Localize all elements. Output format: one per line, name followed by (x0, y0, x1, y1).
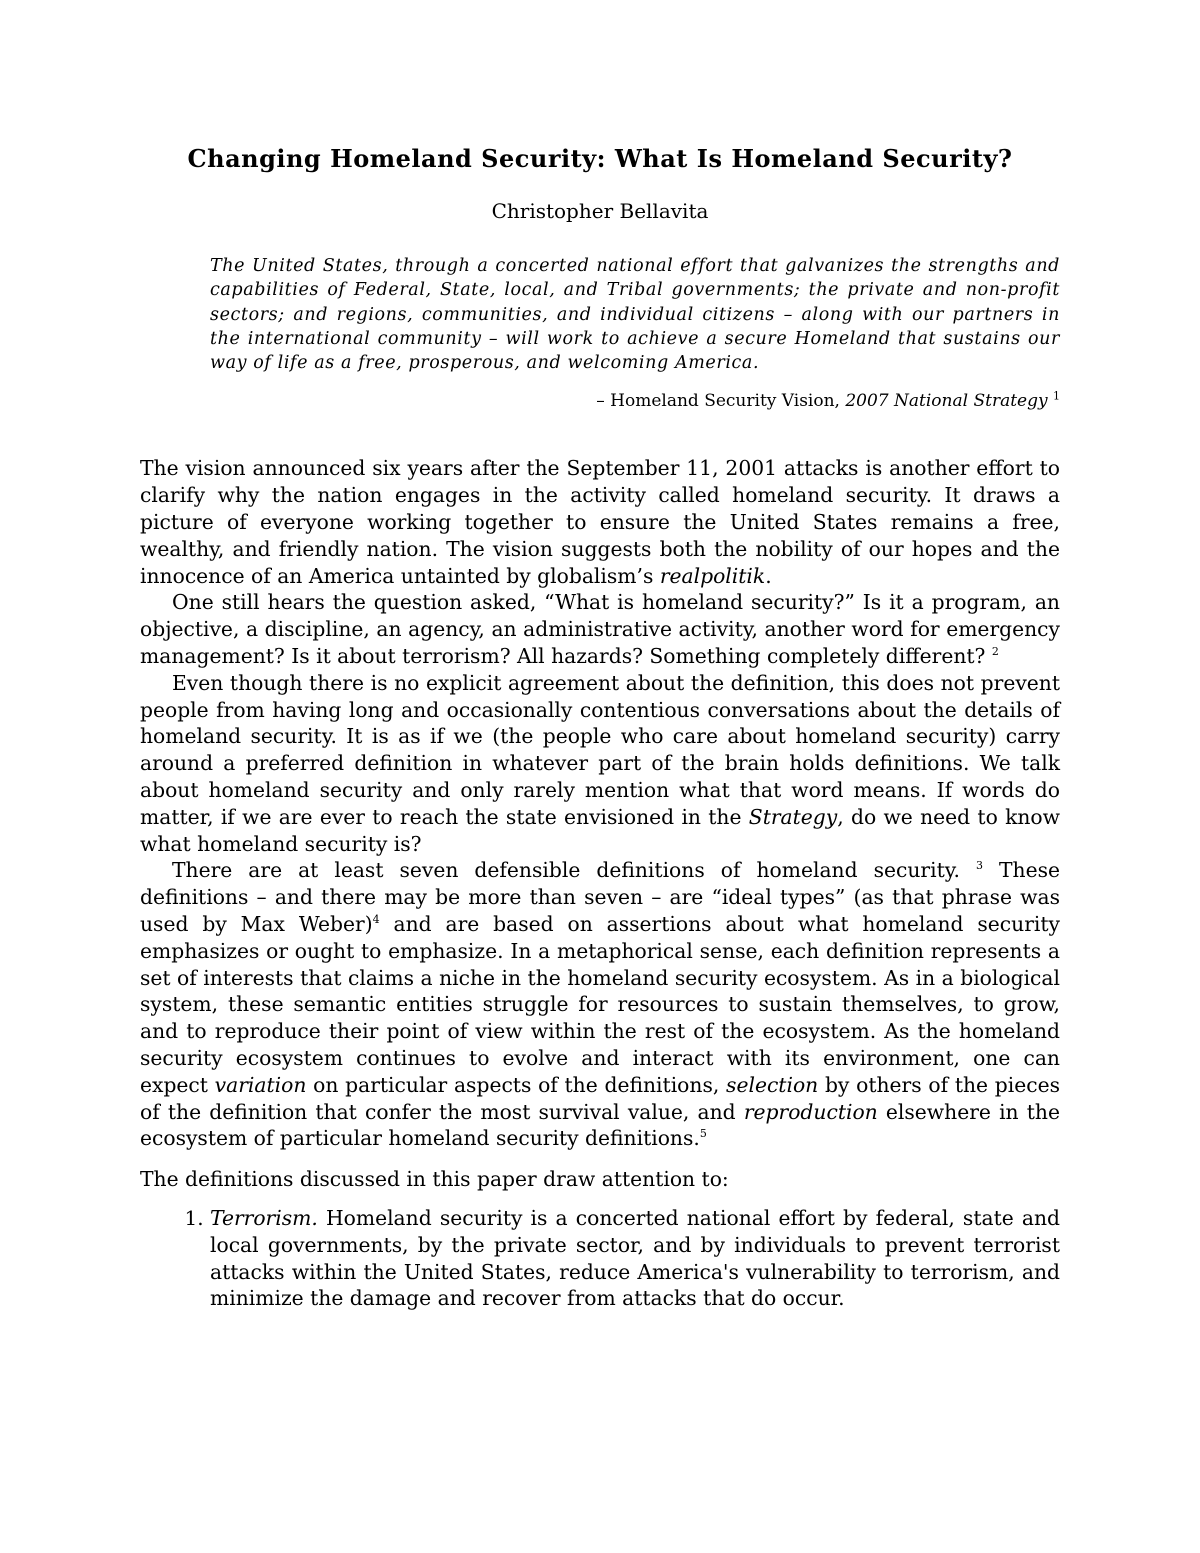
paragraph-4-text-f: elsewhere in the ecosystem of particular homeland security definitions. (140, 1099, 1060, 1151)
footnote-ref-5[interactable]: 5 (699, 1127, 707, 1141)
paragraph-2-text: One still hears the question asked, “What is homeland security?” Is it a program, an objective, a discipline, an agency, an administrative activity, another word for emergency management? Is it about terrorism? All hazards? Something completely different? (140, 590, 1060, 669)
paragraph-1-end: . (765, 563, 772, 588)
realpolitik-term: realpolitik (659, 563, 766, 588)
paragraph-3-text-a: Even though there is no explicit agreement about the definition, this does not prevent people from having long and occasionally contentious conversations about the details of homeland security. It is as if we (the people who care about homeland security) carry around a preferred definition in whatever part of the brain holds definitions. We talk about homeland security and only rarely mention what that word means. If words do matter, if we are ever to reach the state envisioned in the (140, 670, 1060, 829)
definition-text: Homeland security is a concerted national effort by federal, state and local governments, by the private sector, and by individuals to prevent terrorist attacks within the United States, reduce America's vulnerability to terrorism, and minimize the damage and recover from attacks that do occur. (210, 1206, 1060, 1311)
paragraph-4-text-b: These definitions – and there may be more than seven – are “ideal types” (as that phrase was used by Max Weber) (140, 858, 1060, 937)
paragraph-2 (140, 589, 1060, 669)
footnote-ref-4[interactable]: 4 (372, 913, 380, 927)
body-text (140, 455, 1060, 1312)
epigraph-quote (210, 254, 1060, 375)
reproduction-term: reproduction (743, 1099, 878, 1124)
selection-term: selection (726, 1072, 819, 1097)
footnote-ref-3[interactable]: 3 (975, 859, 983, 873)
paragraph-3-text-b: , do we need to know what homeland security is? (140, 804, 1060, 856)
paragraph-3 (140, 670, 1060, 858)
paragraph-1 (140, 455, 1060, 589)
paragraph-4-text-c: and are based on assertions about what homeland security emphasizes or ought to emphasize. In a metaphorical sense, each definition represents a set of interests that claims a niche in the homeland security ecosystem. As in a biological system, these semantic entities struggle for resources to sustain themselves, to grow, and to reproduce their point of view within the rest of the ecosystem. As the homeland security ecosystem continues to evolve and interact with its environment, one can expect (140, 912, 1060, 1097)
definition-term: Terrorism. (210, 1206, 318, 1230)
strategy-term: Strategy (748, 804, 838, 829)
variation-term: variation (214, 1072, 307, 1097)
paragraph-4-text-a: There are at least seven defensible definitions of homeland security. (172, 858, 976, 883)
footnote-ref-1[interactable]: 1 (1053, 389, 1060, 403)
attribution-source: 2007 National Strategy (845, 391, 1048, 412)
author-name: Christopher Bellavita (491, 199, 709, 223)
page-title: Changing Homeland Security: What Is Homeland Security? (187, 144, 1013, 173)
definitions-intro: The definitions discussed in this paper draw attention to: (140, 1167, 729, 1192)
footnote-ref-2[interactable]: 2 (991, 645, 999, 659)
paragraph-1-text: The vision announced six years after the September 11, 2001 attacks is another effort to clarify why the nation engages in the activity called homeland security. It draws a picture of everyone working together to ensure the United States remains a free, wealthy, and friendly nation. The vision suggests both the nobility of our hopes and the innocence of an America untainted by globalism’s (140, 456, 1060, 588)
paragraph-4 (140, 857, 1060, 1152)
definition-item (210, 1205, 1060, 1312)
paragraph-4-text-d: on particular aspects of the definitions, (306, 1072, 727, 1097)
paragraph-4-text-e: by others of the pieces of the definition that confer the most survival value, and (140, 1072, 1060, 1124)
epigraph-text: The United States, through a concerted national effort that galvanizes the strengths and capabilities of Federal, State, local, and Tribal governments; the private and non-profit sectors; and regions, communities, and individual citizens – along with our partners in the international community – will work to achieve a secure Homeland that sustains our way of life as a free, prosperous, and welcoming America. (210, 256, 1060, 374)
definitions-list (140, 1205, 1060, 1312)
epigraph-attribution (140, 389, 1060, 413)
attribution-prefix: – Homeland Security Vision, (596, 391, 846, 412)
